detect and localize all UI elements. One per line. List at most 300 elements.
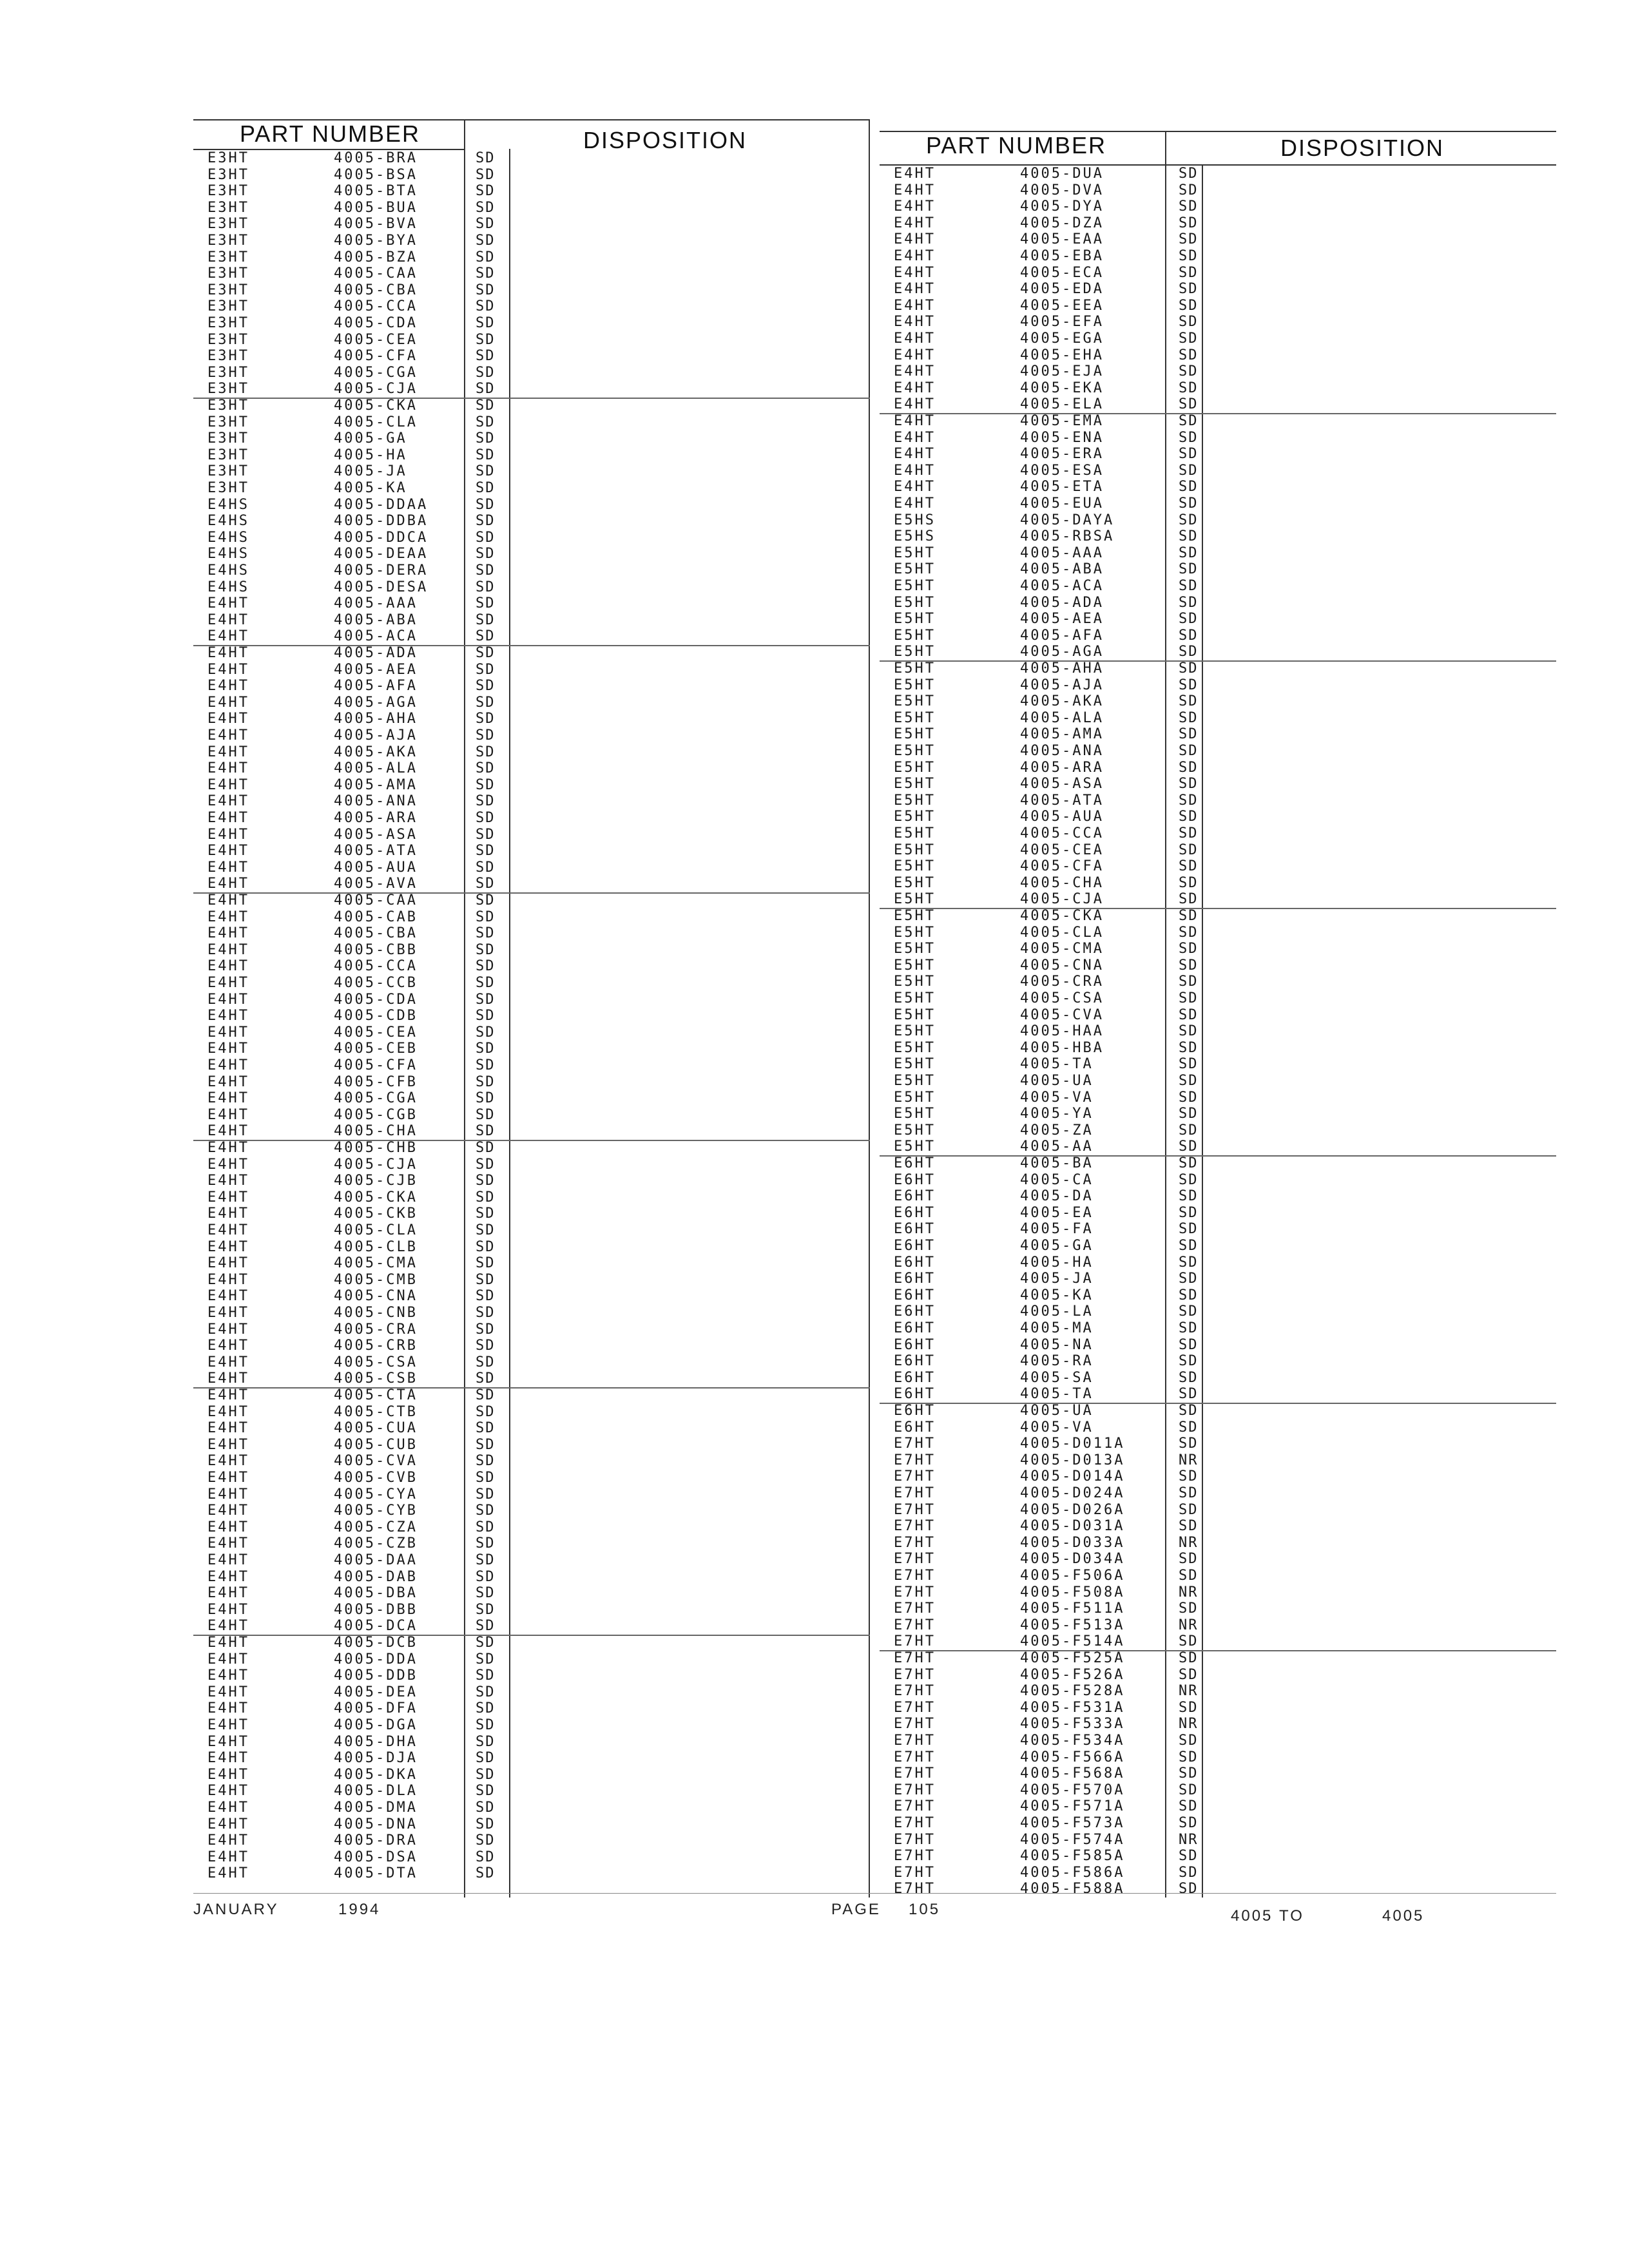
part-number-cell: 4005-F525A — [1020, 1650, 1125, 1666]
disposition-cell: SD — [1179, 611, 1199, 628]
part-number-cell: 4005-EKA — [1020, 380, 1104, 396]
part-series-cell: E4HT — [207, 826, 249, 843]
disposition-cell: SD — [1179, 1501, 1199, 1518]
part-number-cell: 4005-JA — [1020, 1271, 1094, 1287]
part-series-cell: E5HT — [894, 644, 936, 660]
part-number-cell: 4005-CMA — [1020, 941, 1104, 957]
part-number-cell: 4005-ANA — [1020, 743, 1104, 759]
part-series-cell: E4HT — [207, 1535, 249, 1552]
part-series-cell: E4HT — [207, 776, 249, 793]
table-row — [193, 1602, 870, 1619]
part-number-cell: 4005-DKA — [334, 1766, 418, 1783]
table-row — [193, 282, 870, 299]
part-series-cell: E4HT — [207, 1238, 249, 1255]
disposition-cell: SD — [476, 1288, 496, 1305]
table-row — [880, 281, 1556, 298]
part-number-cell: 4005-CLB — [334, 1238, 418, 1255]
part-series-cell: E4HT — [207, 1173, 249, 1189]
disposition-cell: SD — [1179, 1699, 1199, 1716]
table-row — [193, 1750, 870, 1767]
disposition-cell: SD — [476, 1370, 496, 1387]
disposition-cell: SD — [476, 678, 496, 695]
part-series-cell: E4HT — [207, 678, 249, 695]
table-row — [880, 957, 1556, 974]
disposition-cell: SD — [476, 744, 496, 760]
part-number-cell: 4005-MA — [1020, 1320, 1094, 1336]
disposition-cell: SD — [476, 1684, 496, 1700]
table-row — [880, 1056, 1556, 1073]
disposition-cell: SD — [476, 562, 496, 579]
disposition-cell: SD — [476, 529, 496, 546]
table-row — [193, 1057, 870, 1074]
table-row — [193, 1651, 870, 1668]
part-series-cell: E4HT — [207, 1288, 249, 1305]
part-series-cell: E4HT — [207, 1453, 249, 1470]
part-series-cell: E5HT — [894, 544, 936, 561]
part-number-cell: 4005-ELA — [1020, 396, 1104, 413]
part-number-cell: 4005-F571A — [1020, 1798, 1125, 1815]
table-row — [193, 1272, 870, 1289]
part-number-cell: 4005-AKA — [1020, 693, 1104, 710]
disposition-cell: SD — [476, 1618, 496, 1635]
part-number-cell: 4005-DEAA — [334, 546, 429, 562]
table-row — [880, 1716, 1556, 1733]
table-row — [193, 546, 870, 562]
part-series-cell: E4HT — [207, 1338, 249, 1354]
part-series-cell: E3HT — [207, 463, 249, 480]
table-row — [193, 1486, 870, 1503]
part-number-cell: 4005-UA — [1020, 1403, 1094, 1419]
table-row — [193, 365, 870, 381]
disposition-cell: SD — [476, 908, 496, 925]
disposition-cell: SD — [476, 480, 496, 496]
part-series-cell: E6HT — [894, 1336, 936, 1353]
part-number-cell: 4005-JA — [334, 463, 407, 480]
part-series-cell: E4HT — [207, 1041, 249, 1057]
part-series-cell: E4HT — [207, 1305, 249, 1321]
part-number-cell: 4005-F574A — [1020, 1831, 1125, 1848]
table-row — [880, 1205, 1556, 1222]
part-number-cell: 4005-RA — [1020, 1353, 1094, 1370]
part-number-cell: 4005-DJA — [334, 1750, 418, 1767]
part-series-cell: E7HT — [894, 1452, 936, 1468]
part-number-cell: 4005-CMB — [334, 1271, 418, 1288]
part-number-cell: 4005-EJA — [1020, 363, 1104, 380]
disposition-cell: SD — [476, 1321, 496, 1338]
part-series-cell: E4HS — [207, 546, 249, 562]
disposition-cell: SD — [476, 694, 496, 711]
disposition-cell: SD — [476, 1106, 496, 1123]
disposition-cell: SD — [476, 1849, 496, 1865]
table-row — [193, 1470, 870, 1486]
table-row — [193, 1535, 870, 1552]
table-row — [193, 777, 870, 794]
disposition-cell: SD — [476, 1206, 496, 1222]
disposition-cell: SD — [476, 1073, 496, 1090]
table-row — [193, 892, 870, 909]
part-number-cell: 4005-EUA — [1020, 495, 1104, 512]
table-row — [193, 1865, 870, 1882]
disposition-cell: SD — [1179, 1749, 1199, 1765]
part-number-cell: 4005-CRA — [1020, 974, 1104, 990]
part-number-cell: 4005-DYA — [1020, 198, 1104, 215]
disposition-cell: SD — [476, 941, 496, 958]
disposition-cell: SD — [1179, 957, 1199, 974]
table-row — [193, 860, 870, 876]
table-row — [880, 693, 1556, 710]
table-row — [193, 843, 870, 860]
table-row — [880, 298, 1556, 314]
table-row — [880, 743, 1556, 760]
table-row — [193, 1453, 870, 1470]
part-series-cell: E5HT — [894, 1039, 936, 1056]
part-series-cell: E7HT — [894, 1716, 936, 1733]
part-series-cell: E3HT — [207, 315, 249, 331]
table-row — [880, 314, 1556, 331]
part-series-cell: E4HT — [207, 1618, 249, 1635]
disposition-header: DISPOSITION — [583, 127, 747, 153]
part-number-cell: 4005-CBB — [334, 941, 418, 958]
part-series-cell: E4HT — [894, 363, 936, 380]
part-number-cell: 4005-CGA — [334, 364, 418, 381]
part-series-cell: E6HT — [894, 1353, 936, 1370]
disposition-cell: SD — [1179, 1139, 1199, 1155]
part-number-cell: 4005-ALA — [1020, 709, 1104, 726]
table-row — [193, 1816, 870, 1833]
disposition-cell: SD — [1179, 743, 1199, 759]
part-series-cell: E4HT — [207, 1370, 249, 1387]
part-series-cell: E3HT — [207, 381, 249, 398]
disposition-cell: SD — [476, 1519, 496, 1535]
part-series-cell: E7HT — [894, 1436, 936, 1452]
table-row — [193, 562, 870, 579]
part-series-cell: E4HT — [207, 1503, 249, 1519]
disposition-cell: SD — [1179, 429, 1199, 446]
part-number-cell: 4005-DDAA — [334, 496, 429, 513]
table-row — [880, 1749, 1556, 1766]
footer-rule — [193, 1893, 1556, 1894]
part-number-cell: 4005-F586A — [1020, 1864, 1125, 1881]
table-row — [193, 662, 870, 678]
part-number-cell: 4005-BUA — [334, 199, 418, 216]
disposition-cell: SD — [1179, 248, 1199, 264]
disposition-cell: SD — [1179, 281, 1199, 298]
part-number-cell: 4005-CCB — [334, 975, 418, 991]
table-row — [193, 315, 870, 332]
part-number-cell: 4005-DZA — [1020, 215, 1104, 231]
disposition-cell: SD — [1179, 1815, 1199, 1831]
table-row — [193, 1519, 870, 1536]
table-row — [193, 695, 870, 711]
table-row — [193, 1024, 870, 1041]
part-series-cell: E5HT — [894, 693, 936, 710]
disposition-cell: SD — [476, 1305, 496, 1321]
disposition-cell: SD — [1179, 1881, 1199, 1898]
part-number-cell: 4005-VA — [1020, 1419, 1094, 1436]
part-series-cell: E5HT — [894, 957, 936, 974]
disposition-cell: SD — [476, 1024, 496, 1041]
disposition-cell: SD — [476, 1123, 496, 1140]
table-row — [193, 1090, 870, 1107]
part-number-cell: 4005-CNB — [334, 1305, 418, 1321]
table-row — [880, 166, 1556, 182]
part-series-cell: E3HT — [207, 331, 249, 348]
disposition-cell: SD — [1179, 874, 1199, 891]
part-series-cell: E3HT — [207, 216, 249, 233]
part-number-cell: 4005-DTA — [334, 1865, 418, 1882]
disposition-cell: SD — [1179, 1436, 1199, 1452]
table-row — [880, 628, 1556, 644]
disposition-cell: SD — [1179, 1089, 1199, 1106]
part-number-cell: 4005-ERA — [1020, 446, 1104, 463]
disposition-cell: SD — [476, 1338, 496, 1354]
part-number-cell: 4005-DVA — [1020, 182, 1104, 198]
disposition-cell: SD — [476, 1222, 496, 1238]
part-number-cell: 4005-CKA — [334, 1189, 418, 1206]
table-row — [193, 1684, 870, 1701]
part-number-cell: 4005-TA — [1020, 1056, 1094, 1073]
part-number-cell: 4005-F566A — [1020, 1749, 1125, 1765]
part-series-cell: E7HT — [894, 1831, 936, 1848]
part-number-cell: 4005-CJA — [334, 1156, 418, 1173]
part-number-cell: 4005-F585A — [1020, 1848, 1125, 1865]
table-row — [193, 200, 870, 216]
part-number-cell: 4005-CHA — [1020, 874, 1104, 891]
table-row — [193, 150, 870, 167]
disposition-cell: SD — [476, 1387, 496, 1403]
part-series-cell: E4HT — [207, 1156, 249, 1173]
part-series-cell: E5HS — [894, 512, 936, 528]
table-row — [880, 1040, 1556, 1057]
part-number-cell: 4005-LA — [1020, 1303, 1094, 1320]
disposition-cell: SD — [476, 513, 496, 530]
part-number-cell: 4005-AHA — [334, 711, 418, 727]
part-number-cell: 4005-F508A — [1020, 1584, 1125, 1600]
part-number-cell: 4005-ATA — [1020, 792, 1104, 809]
disposition-cell: SD — [476, 150, 496, 166]
disposition-cell: SD — [476, 1651, 496, 1667]
disposition-cell: SD — [1179, 1403, 1199, 1419]
table-row — [880, 1303, 1556, 1320]
table-row — [193, 167, 870, 184]
table-row — [193, 1420, 870, 1437]
part-series-cell: E6HT — [894, 1369, 936, 1386]
part-series-cell: E7HT — [894, 1881, 936, 1898]
part-number-cell: 4005-AGA — [334, 694, 418, 711]
disposition-cell: NR — [1179, 1584, 1199, 1600]
disposition-cell: SD — [476, 1700, 496, 1717]
part-series-cell: E5HT — [894, 841, 936, 858]
part-number-cell: 4005-F534A — [1020, 1733, 1125, 1749]
part-series-cell: E6HT — [894, 1419, 936, 1436]
part-series-cell: E4HS — [207, 513, 249, 530]
disposition-cell: SD — [1179, 726, 1199, 743]
part-series-cell: E6HT — [894, 1386, 936, 1403]
disposition-cell: SD — [1179, 809, 1199, 825]
part-number-cell: 4005-CYA — [334, 1486, 418, 1503]
table-row — [193, 827, 870, 843]
part-number-cell: 4005-AUA — [1020, 809, 1104, 825]
footer-range-to-label: TO — [1279, 1907, 1304, 1925]
table-row — [193, 810, 870, 827]
part-series-cell: E5HT — [894, 1106, 936, 1122]
footer-range-to: 4005 — [1382, 1907, 1425, 1925]
part-series-cell: E4HT — [207, 1832, 249, 1849]
part-number-cell: 4005-D034A — [1020, 1551, 1125, 1568]
disposition-cell: SD — [1179, 347, 1199, 363]
table-row — [880, 809, 1556, 825]
part-series-cell: E4HT — [207, 1008, 249, 1024]
part-number-cell: 4005-EBA — [1020, 248, 1104, 264]
part-series-cell: E4HT — [207, 1403, 249, 1420]
table-row — [193, 1734, 870, 1751]
table-row — [880, 430, 1556, 447]
table-row — [880, 1733, 1556, 1749]
disposition-cell: SD — [476, 843, 496, 860]
disposition-cell: SD — [476, 233, 496, 249]
part-number-cell: 4005-DA — [1020, 1188, 1094, 1205]
part-number-cell: 4005-CKB — [334, 1206, 418, 1222]
part-number-cell: 4005-F511A — [1020, 1600, 1125, 1617]
table-row — [193, 1700, 870, 1717]
part-series-cell: E4HT — [207, 1750, 249, 1767]
table-row — [880, 793, 1556, 809]
disposition-cell: SD — [476, 1271, 496, 1288]
disposition-cell: SD — [1179, 363, 1199, 380]
disposition-cell: NR — [1179, 1831, 1199, 1848]
part-number-cell: 4005-TA — [1020, 1386, 1094, 1403]
disposition-cell: SD — [1179, 1271, 1199, 1287]
part-series-cell: E4HT — [207, 1733, 249, 1750]
part-number-cell: 4005-AMA — [334, 776, 418, 793]
disposition-cell: SD — [1179, 1287, 1199, 1303]
part-number-cell: 4005-CFA — [334, 1057, 418, 1073]
table-row — [880, 1568, 1556, 1584]
table-row — [193, 1321, 870, 1338]
table-row — [880, 495, 1556, 512]
part-number-cell: 4005-HAA — [1020, 1023, 1104, 1040]
part-series-cell: E6HT — [894, 1320, 936, 1336]
part-number-cell: 4005-ASA — [1020, 776, 1104, 793]
part-number-cell: 4005-DGA — [334, 1717, 418, 1733]
disposition-cell: SD — [476, 1041, 496, 1057]
part-series-cell: E7HT — [894, 1633, 936, 1650]
disposition-cell: SD — [1179, 776, 1199, 793]
disposition-cell: SD — [1179, 627, 1199, 644]
part-number-cell: 4005-CJB — [334, 1173, 418, 1189]
disposition-cell: SD — [476, 1486, 496, 1503]
part-number-cell: 4005-CVB — [334, 1470, 418, 1486]
disposition-cell: SD — [1179, 1056, 1199, 1073]
part-series-cell: E4HS — [207, 529, 249, 546]
part-series-cell: E4HT — [207, 1865, 249, 1882]
part-series-cell: E4HT — [894, 281, 936, 298]
table-row — [880, 710, 1556, 727]
disposition-cell: SD — [476, 892, 496, 908]
part-series-cell: E5HT — [894, 709, 936, 726]
part-number-cell: 4005-EDA — [1020, 281, 1104, 298]
part-number-cell: 4005-AFA — [1020, 627, 1104, 644]
part-series-cell: E7HT — [894, 1468, 936, 1485]
disposition-cell: SD — [476, 1403, 496, 1420]
disposition-cell: NR — [1179, 1716, 1199, 1733]
part-number-cell: 4005-D031A — [1020, 1518, 1125, 1535]
part-series-cell: E4HT — [207, 1800, 249, 1816]
table-row — [193, 1667, 870, 1684]
disposition-cell: SD — [476, 1503, 496, 1519]
right-parts-table — [880, 119, 1556, 1904]
disposition-cell: SD — [1179, 1188, 1199, 1205]
table-row — [193, 1437, 870, 1454]
table-row — [193, 1370, 870, 1387]
table-row — [193, 249, 870, 266]
table-row — [193, 216, 870, 233]
table-row — [880, 479, 1556, 495]
part-number-cell: 4005-BVA — [334, 216, 418, 233]
disposition-cell: SD — [1179, 495, 1199, 512]
part-series-cell: E4HT — [207, 1123, 249, 1140]
part-series-cell: E4HT — [207, 859, 249, 876]
part-series-cell: E5HS — [894, 528, 936, 545]
disposition-cell: SD — [1179, 1369, 1199, 1386]
part-series-cell: E4HT — [207, 760, 249, 777]
disposition-cell: SD — [476, 315, 496, 331]
disposition-cell: SD — [476, 876, 496, 892]
table-row — [193, 398, 870, 414]
table-row — [193, 958, 870, 975]
table-row — [193, 1239, 870, 1256]
part-series-cell: E7HT — [894, 1765, 936, 1782]
part-series-cell: E5HT — [894, 858, 936, 875]
disposition-cell: SD — [1179, 1568, 1199, 1584]
part-number-cell: 4005-EFA — [1020, 314, 1104, 331]
table-row — [880, 611, 1556, 628]
table-row — [880, 644, 1556, 660]
part-number-cell: 4005-HBA — [1020, 1039, 1104, 1056]
part-series-cell: E4HT — [207, 843, 249, 860]
disposition-cell: SD — [476, 216, 496, 233]
part-number-cell: 4005-CBA — [334, 925, 418, 942]
disposition-cell: SD — [1179, 825, 1199, 841]
table-row — [880, 331, 1556, 347]
part-series-cell: E4HT — [207, 1189, 249, 1206]
footer-range-from: 4005 — [1231, 1907, 1273, 1925]
part-number-cell: 4005-AHA — [1020, 660, 1104, 677]
table-row — [880, 990, 1556, 1007]
part-series-cell: E4HT — [207, 1420, 249, 1437]
disposition-cell: SD — [476, 1552, 496, 1568]
part-number-cell: 4005-BSA — [334, 166, 418, 183]
table-row — [880, 248, 1556, 265]
part-series-cell: E7HT — [894, 1699, 936, 1716]
part-number-cell: 4005-CBA — [334, 282, 418, 298]
part-series-cell: E5HT — [894, 677, 936, 693]
disposition-cell: SD — [1179, 314, 1199, 331]
disposition-cell: SD — [476, 1800, 496, 1816]
table-row — [193, 1503, 870, 1519]
part-number-cell: 4005-BTA — [334, 183, 418, 200]
part-number-cell: 4005-CJA — [334, 381, 418, 398]
part-series-cell: E4HT — [894, 331, 936, 347]
footer-page-number: 105 — [909, 1901, 941, 1918]
part-number-cell: 4005-FA — [1020, 1221, 1094, 1238]
part-number-cell: 4005-EHA — [1020, 347, 1104, 363]
table-row — [880, 545, 1556, 562]
part-series-cell: E3HT — [207, 282, 249, 298]
disposition-cell: SD — [1179, 1122, 1199, 1139]
table-row — [193, 513, 870, 530]
footer-year: 1994 — [338, 1901, 381, 1918]
